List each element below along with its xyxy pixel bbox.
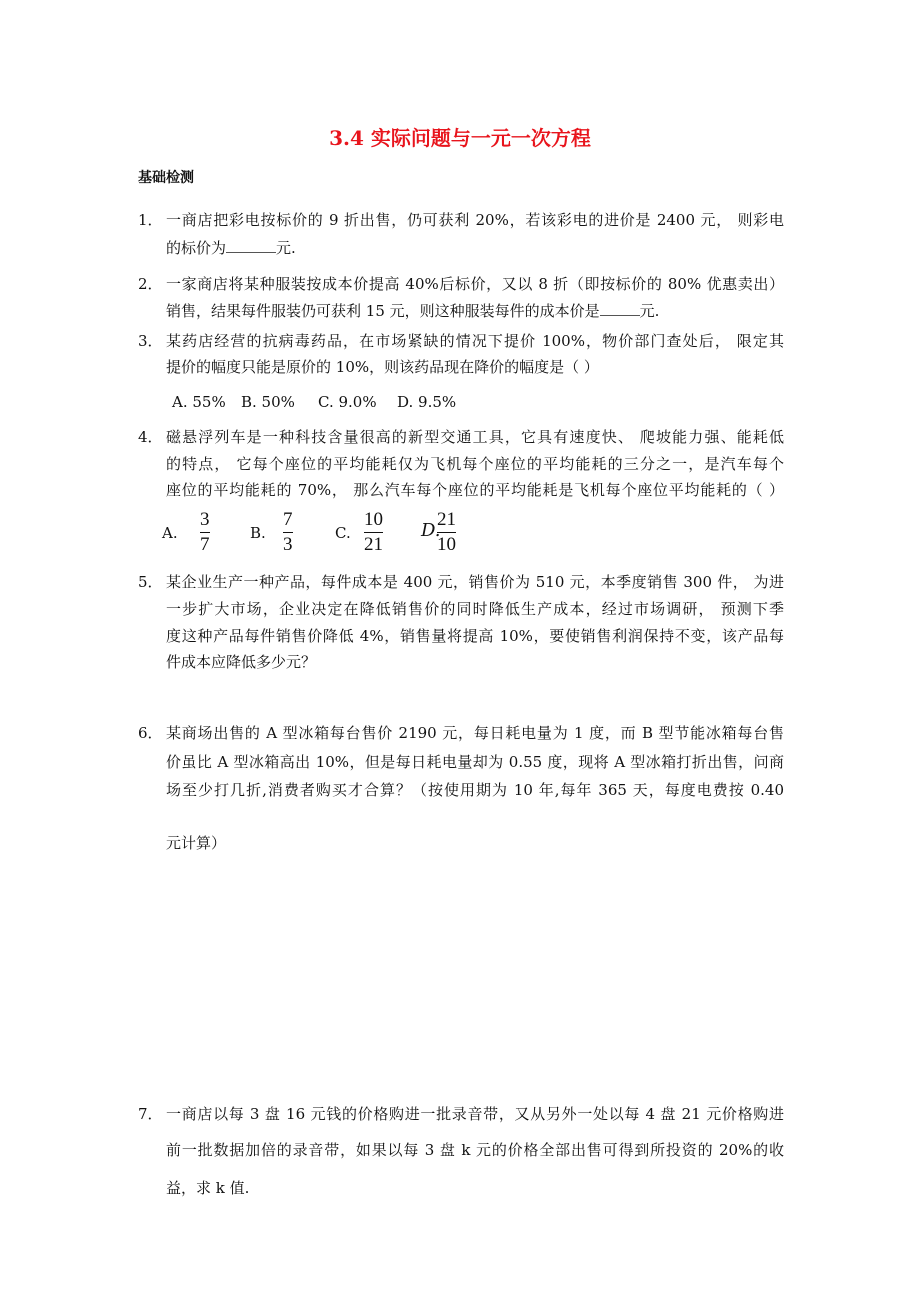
option-b-fraction	[283, 509, 293, 556]
question-text: 一步扩大市场，企业决定在降低销售价的同时降低生产成本，经过市场调研， 预测下季	[166, 600, 784, 618]
denominator: 7	[200, 534, 210, 555]
option-d: D. 9.5%	[397, 393, 457, 411]
option-d-fraction	[437, 509, 456, 556]
question-text: 提价的幅度只能是原价的 10%，则该药品现在降价的幅度是（ ）	[166, 358, 599, 376]
option-d-label: D.	[421, 520, 441, 541]
question-number: 1．	[138, 211, 163, 229]
question-text: 前一批数据加倍的录音带，如果以每 3 盘 k 元的价格全部出售可得到所投资的 20%的收	[166, 1141, 784, 1159]
option-c: C. 9.0%	[318, 393, 377, 411]
question-text: 一商店以每 3 盘 16 元钱的价格购进一批录音带，又从另外一处以每 4 盘 21 元价格购进	[166, 1105, 784, 1123]
question-text: 元计算）	[166, 834, 227, 852]
text: 元.	[276, 239, 296, 257]
denominator: 10	[437, 534, 456, 555]
question-number: 2．	[138, 275, 163, 293]
question-text	[166, 238, 784, 258]
question-text: 某药店经营的抗病毒药品，在市场紧缺的情况下提价 100%，物价部门查处后， 限定其	[166, 332, 784, 350]
question-text: 某企业生产一种产品，每件成本是 400 元，销售价为 510 元，本季度销售 300 件， 为进	[166, 573, 784, 591]
question-number: 5．	[138, 573, 163, 591]
numerator: 3	[200, 509, 210, 530]
question-number: 3．	[138, 332, 163, 350]
question-text: 益，求 k 值.	[166, 1179, 250, 1197]
option-b: B. 50%	[241, 393, 295, 411]
option-a-fraction	[200, 509, 210, 556]
question-text	[166, 301, 784, 321]
page-title: 3.4 实际问题与一元一次方程	[329, 126, 591, 150]
denominator: 21	[364, 534, 383, 555]
question-text: 件成本应降低多少元？	[166, 653, 317, 671]
text: 销售，结果每件服装仍可获利 15 元，则这种服装每件的成本价是	[166, 302, 600, 320]
question-text: 座位的平均能耗的 70%， 那么汽车每个座位的平均能耗是飞机每个座位平均能耗的（ ）	[166, 481, 784, 499]
numerator: 7	[283, 509, 293, 530]
question-text: 磁悬浮列车是一种科技含量很高的新型交通工具，它具有速度快、 爬坡能力强、能耗低	[166, 428, 784, 446]
answer-blank	[226, 238, 276, 253]
numerator: 21	[437, 509, 456, 530]
denominator: 3	[283, 534, 293, 555]
numerator: 10	[364, 509, 383, 530]
text: 的标价为	[166, 239, 227, 257]
option-c-label: C.	[335, 524, 351, 542]
question-text: 一家商店将某种服装按成本价提高 40%后标价，又以 8 折（即按标价的 80% 优惠卖出）	[166, 275, 784, 293]
option-b-label: B.	[250, 524, 266, 542]
question-number: 4．	[138, 428, 163, 446]
answer-blank	[600, 301, 640, 316]
question-text: 的特点， 它每个座位的平均能耗仅为飞机每个座位的平均能耗的三分之一，是汽车每个	[166, 455, 784, 473]
option-c-fraction	[364, 509, 383, 556]
question-number: 6．	[138, 724, 163, 742]
question-text: 场至少打几折,消费者购买才合算？（按使用期为 10 年,每年 365 天，每度电费按 0.40	[166, 781, 784, 799]
question-text: 一商店把彩电按标价的 9 折出售，仍可获利 20%，若该彩电的进价是 2400 元， 则彩电	[166, 211, 784, 229]
option-a: A. 55%	[172, 393, 226, 411]
section-heading: 基础检测	[138, 170, 194, 186]
question-number: 7．	[138, 1105, 163, 1123]
option-a-label: A.	[162, 524, 178, 542]
question-text: 度这种产品每件销售价降低 4%，销售量将提高 10%，要使销售利润保持不变，该产品每	[166, 627, 784, 645]
question-text: 某商场出售的 A 型冰箱每台售价 2190 元，每日耗电量为 1 度，而 B 型节能冰箱每台售	[166, 724, 784, 742]
question-text: 价虽比 A 型冰箱高出 10%，但是每日耗电量却为 0.55 度，现将 A 型冰箱打折出售，问商	[166, 753, 784, 771]
text: 元.	[639, 302, 660, 320]
